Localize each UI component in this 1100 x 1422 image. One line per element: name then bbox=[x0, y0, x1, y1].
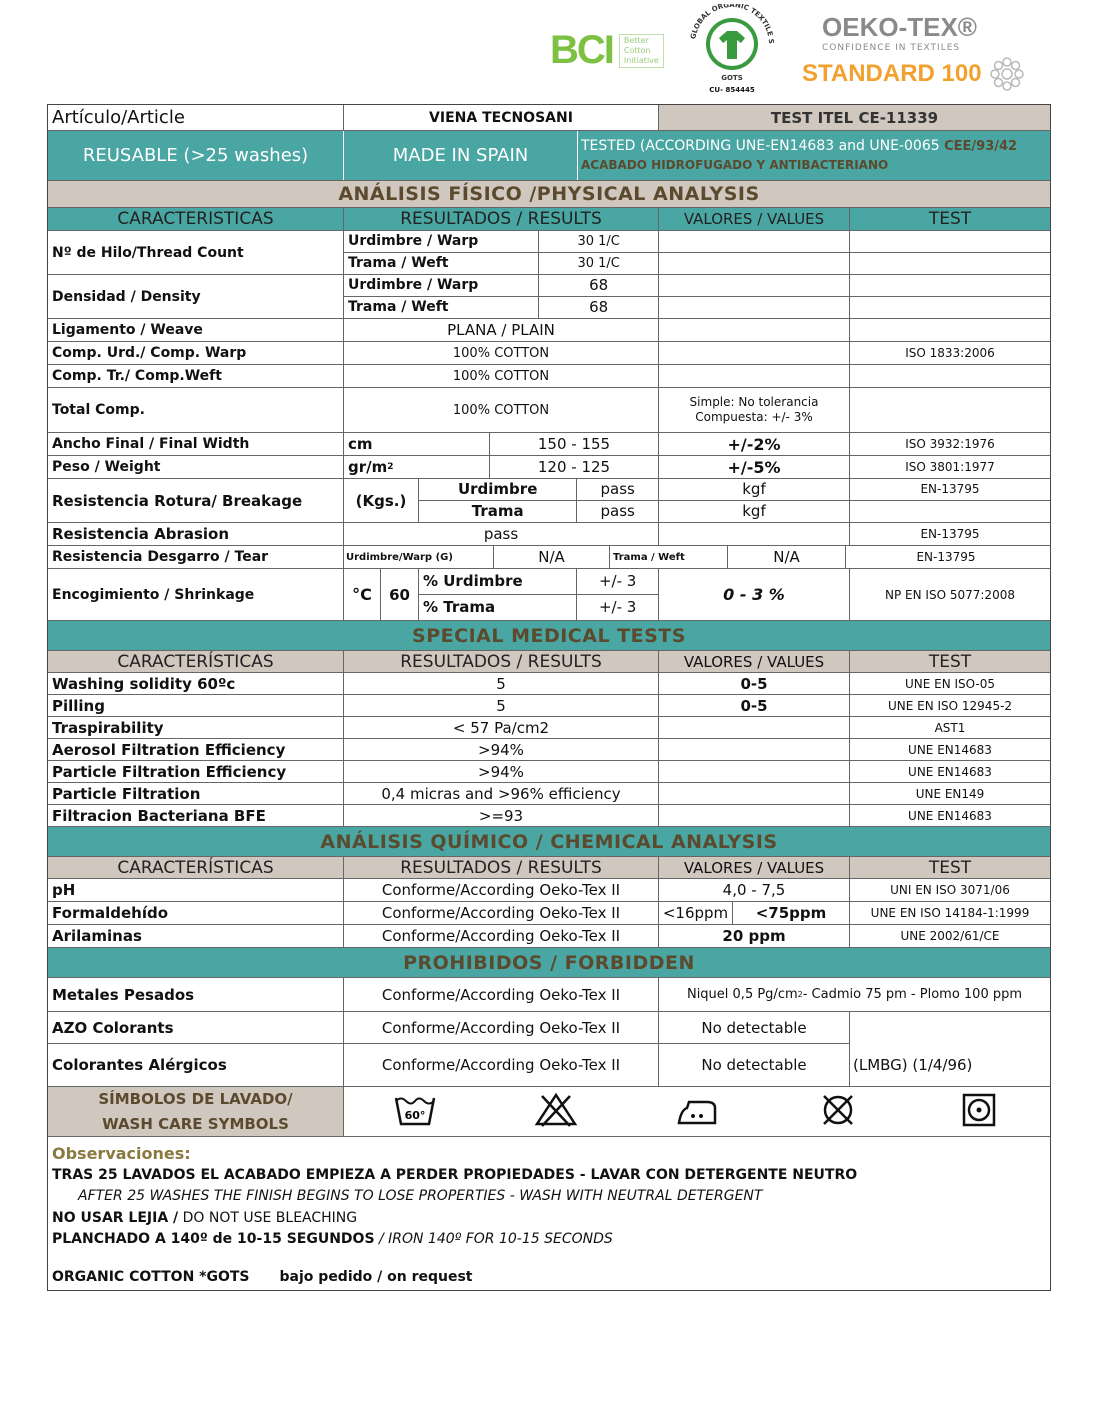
medical-label: Washing solidity 60ºc bbox=[48, 673, 344, 694]
medical-test: UNE EN149 bbox=[915, 786, 985, 801]
breakage-row: Resistencia Rotura/ Breakage (Kgs.) Urdimbre pass Trama pass kgf kgf EN-13795 bbox=[47, 479, 1051, 523]
density-row: Densidad / Density Urdimbre / Warp 68 Trama / Weft 68 bbox=[47, 275, 1051, 319]
tumble-dry-icon bbox=[957, 1092, 1001, 1132]
svg-text:GOTS: GOTS bbox=[721, 74, 743, 82]
article-label: Artículo/Article bbox=[48, 105, 344, 130]
medical-row bbox=[47, 783, 1051, 805]
medical-result: 5 bbox=[344, 695, 659, 716]
observations-title: Observaciones: bbox=[52, 1144, 191, 1163]
medical-header-row: CARACTERÍSTICAS RESULTADOS / RESULTS VALORES / VALUES TEST bbox=[47, 651, 1051, 673]
medical-result: < 57 Pa/cm2 bbox=[344, 717, 659, 738]
observations-block: Observaciones: TRAS 25 LAVADOS EL ACABADO EMPIEZA A PERDER PROPIEDADES - LAVAR CON DETERGENTE NEUTRO AFTER 25 WASHES THE FINISH BEGINS TO LOSE PROPERTIES - WASH WITH NEUTRAL DETERGENT NO USAR LEJIA / DO NOT USE BLEACHING PLANCHADO A 140º de 10-15 SEGUNDOS / IRON 140º FOR 10-15 SECONDS ORGANIC COTTON *GOTS bajo pedido / on request bbox=[47, 1137, 1051, 1291]
bci-logo: BCI Better Cotton Initiative bbox=[550, 28, 664, 73]
medical-row bbox=[47, 717, 1051, 739]
chemical-header-row: CARACTERÍSTICAS RESULTADOS / RESULTS VALORES / VALUES TEST bbox=[47, 857, 1051, 879]
medical-label: Filtracion Bacteriana BFE bbox=[48, 805, 344, 826]
no-bleach-icon bbox=[534, 1092, 578, 1132]
medical-row bbox=[47, 673, 1051, 695]
formaldehyde-row: Formaldehído Conforme/According Oeko-Tex II <16ppm <75ppm UNE EN ISO 14184-1:1999 bbox=[47, 902, 1051, 925]
physical-header-row: CARACTERISTICAS RESULTADOS / RESULTS VALORES / VALUES TEST bbox=[47, 208, 1051, 231]
medical-rows bbox=[47, 673, 1051, 827]
no-dry-clean-icon bbox=[816, 1092, 860, 1132]
medical-test: UNE EN14683 bbox=[908, 764, 992, 779]
weave-row: Ligamento / Weave PLANA / PLAIN bbox=[47, 319, 1051, 342]
arilaminas-row: Arilaminas Conforme/According Oeko-Tex II 20 ppm UNE 2002/61/CE bbox=[47, 925, 1051, 948]
medical-value bbox=[659, 783, 850, 804]
comp-weft-row: Comp. Tr./ Comp.Weft 100% COTTON bbox=[47, 365, 1051, 388]
total-comp-row: Total Comp. 100% COTTON Simple: No tolerancia Compuesta: +/- 3% bbox=[47, 388, 1051, 433]
weight-row: Peso / Weight gr/m 2 120 - 125 +/-5% ISO 3801:1977 bbox=[47, 456, 1051, 479]
logo-bar bbox=[540, 0, 1051, 104]
medical-result: 5 bbox=[344, 673, 659, 694]
medical-test: UNE EN ISO-05 bbox=[904, 676, 996, 691]
physical-section-title: ANÁLISIS FÍSICO /PHYSICAL ANALYSIS bbox=[47, 181, 1051, 208]
reusable-label: REUSABLE (>25 washes) bbox=[48, 131, 344, 180]
medical-result: >=93 bbox=[344, 805, 659, 826]
medical-result: >94% bbox=[344, 739, 659, 760]
article-value: VIENA TECNOSANI bbox=[344, 105, 659, 130]
test-reference: TEST ITEL CE-11339 bbox=[659, 105, 1050, 130]
wash-60-icon bbox=[393, 1092, 437, 1132]
medical-result: 0,4 micras and >96% efficiency bbox=[344, 783, 659, 804]
medical-label: Aerosol Filtration Efficiency bbox=[48, 739, 344, 760]
oeko-tex-logo: OEKO-TEX® CONFIDENCE IN TEXTILES STANDARD 100 bbox=[802, 12, 1042, 95]
iron-medium-icon bbox=[675, 1092, 719, 1132]
medical-row bbox=[47, 805, 1051, 827]
made-in-label: MADE IN SPAIN bbox=[344, 131, 578, 180]
ph-row: pH Conforme/According Oeko-Tex II 4,0 - 7,5 UNI EN ISO 3071/06 bbox=[47, 879, 1051, 902]
medical-row bbox=[47, 761, 1051, 783]
spec-sheet bbox=[47, 104, 1051, 1291]
tear-row: Resistencia Desgarro / Tear Urdimbre/Warp (G) N/A Trama / Weft N/A EN-13795 bbox=[47, 546, 1051, 569]
medical-value bbox=[659, 761, 850, 782]
medical-row bbox=[47, 695, 1051, 717]
medical-section-title: SPECIAL MEDICAL TESTS bbox=[47, 621, 1051, 651]
medical-value: 0-5 bbox=[659, 695, 850, 716]
thread-count-row: Nº de Hilo/Thread Count Urdimbre / Warp 30 1/C Trama / Weft 30 1/C bbox=[47, 231, 1051, 275]
care-symbols-row: SÍMBOLOS DE LAVADO/ WASH CARE SYMBOLS 60° bbox=[47, 1087, 1051, 1137]
medical-label: Particle Filtration bbox=[48, 783, 344, 804]
gots-logo: GLOBAL ORGANIC TEXTILE S GOTS CU- 854445 bbox=[687, 4, 777, 96]
medical-row bbox=[47, 739, 1051, 761]
azo-row: AZO Colorants Conforme/According Oeko-Tex II No detectable bbox=[47, 1012, 1051, 1044]
article-row bbox=[47, 104, 1051, 131]
width-row: Ancho Final / Final Width cm 150 - 155 +/-2% ISO 3932:1976 bbox=[47, 433, 1051, 456]
oeko-flower-icon bbox=[986, 53, 1028, 95]
medical-label: Pilling bbox=[48, 695, 344, 716]
comp-warp-row: Comp. Urd./ Comp. Warp 100% COTTON ISO 1833:2006 bbox=[47, 342, 1051, 365]
medical-value bbox=[659, 739, 850, 760]
svg-text:GLOBAL ORGANIC TEXTILE STANDAR: GLOBAL ORGANIC TEXTILE S bbox=[689, 4, 776, 45]
chemical-section-title: ANÁLISIS QUÍMICO / CHEMICAL ANALYSIS bbox=[47, 827, 1051, 857]
medical-test: UNE EN ISO 12945-2 bbox=[887, 698, 1013, 713]
medical-value: 0-5 bbox=[659, 673, 850, 694]
medical-label: Particle Filtration Efficiency bbox=[48, 761, 344, 782]
medical-test: UNE EN14683 bbox=[908, 742, 992, 757]
medical-label: Traspirability bbox=[48, 717, 344, 738]
tested-block: TESTED (ACCORDING UNE-EN14683 and UNE-0065 CEE/93/42 ACABADO HIDROFUGADO Y ANTIBACTERIANO bbox=[581, 137, 1018, 172]
allergic-dyes-row: Colorantes Alérgicos Conforme/According Oeko-Tex II No detectable (LMBG) (1/4/96) bbox=[47, 1044, 1051, 1087]
medical-result: >94% bbox=[344, 761, 659, 782]
medical-test: UNE EN14683 bbox=[908, 808, 992, 823]
features-row bbox=[47, 131, 1051, 181]
medical-value bbox=[659, 717, 850, 738]
svg-text:60°: 60° bbox=[404, 1108, 425, 1122]
shrinkage-row: Encogimiento / Shrinkage °C 60 % Urdimbre +/- 3 % Trama +/- 3 0 - 3 % NP EN ISO 5077:2008 bbox=[47, 569, 1051, 621]
abrasion-row: Resistencia Abrasion pass EN-13795 bbox=[47, 523, 1051, 546]
medical-value bbox=[659, 805, 850, 826]
heavy-metals-row: Metales Pesados Conforme/According Oeko-Tex II Niquel 0,5 Pg/cm 2 - Cadmio 75 pm - Plomo 100 ppm bbox=[47, 978, 1051, 1012]
medical-test: AST1 bbox=[934, 720, 966, 735]
forbidden-section-title: PROHIBIDOS / FORBIDDEN bbox=[47, 948, 1051, 978]
